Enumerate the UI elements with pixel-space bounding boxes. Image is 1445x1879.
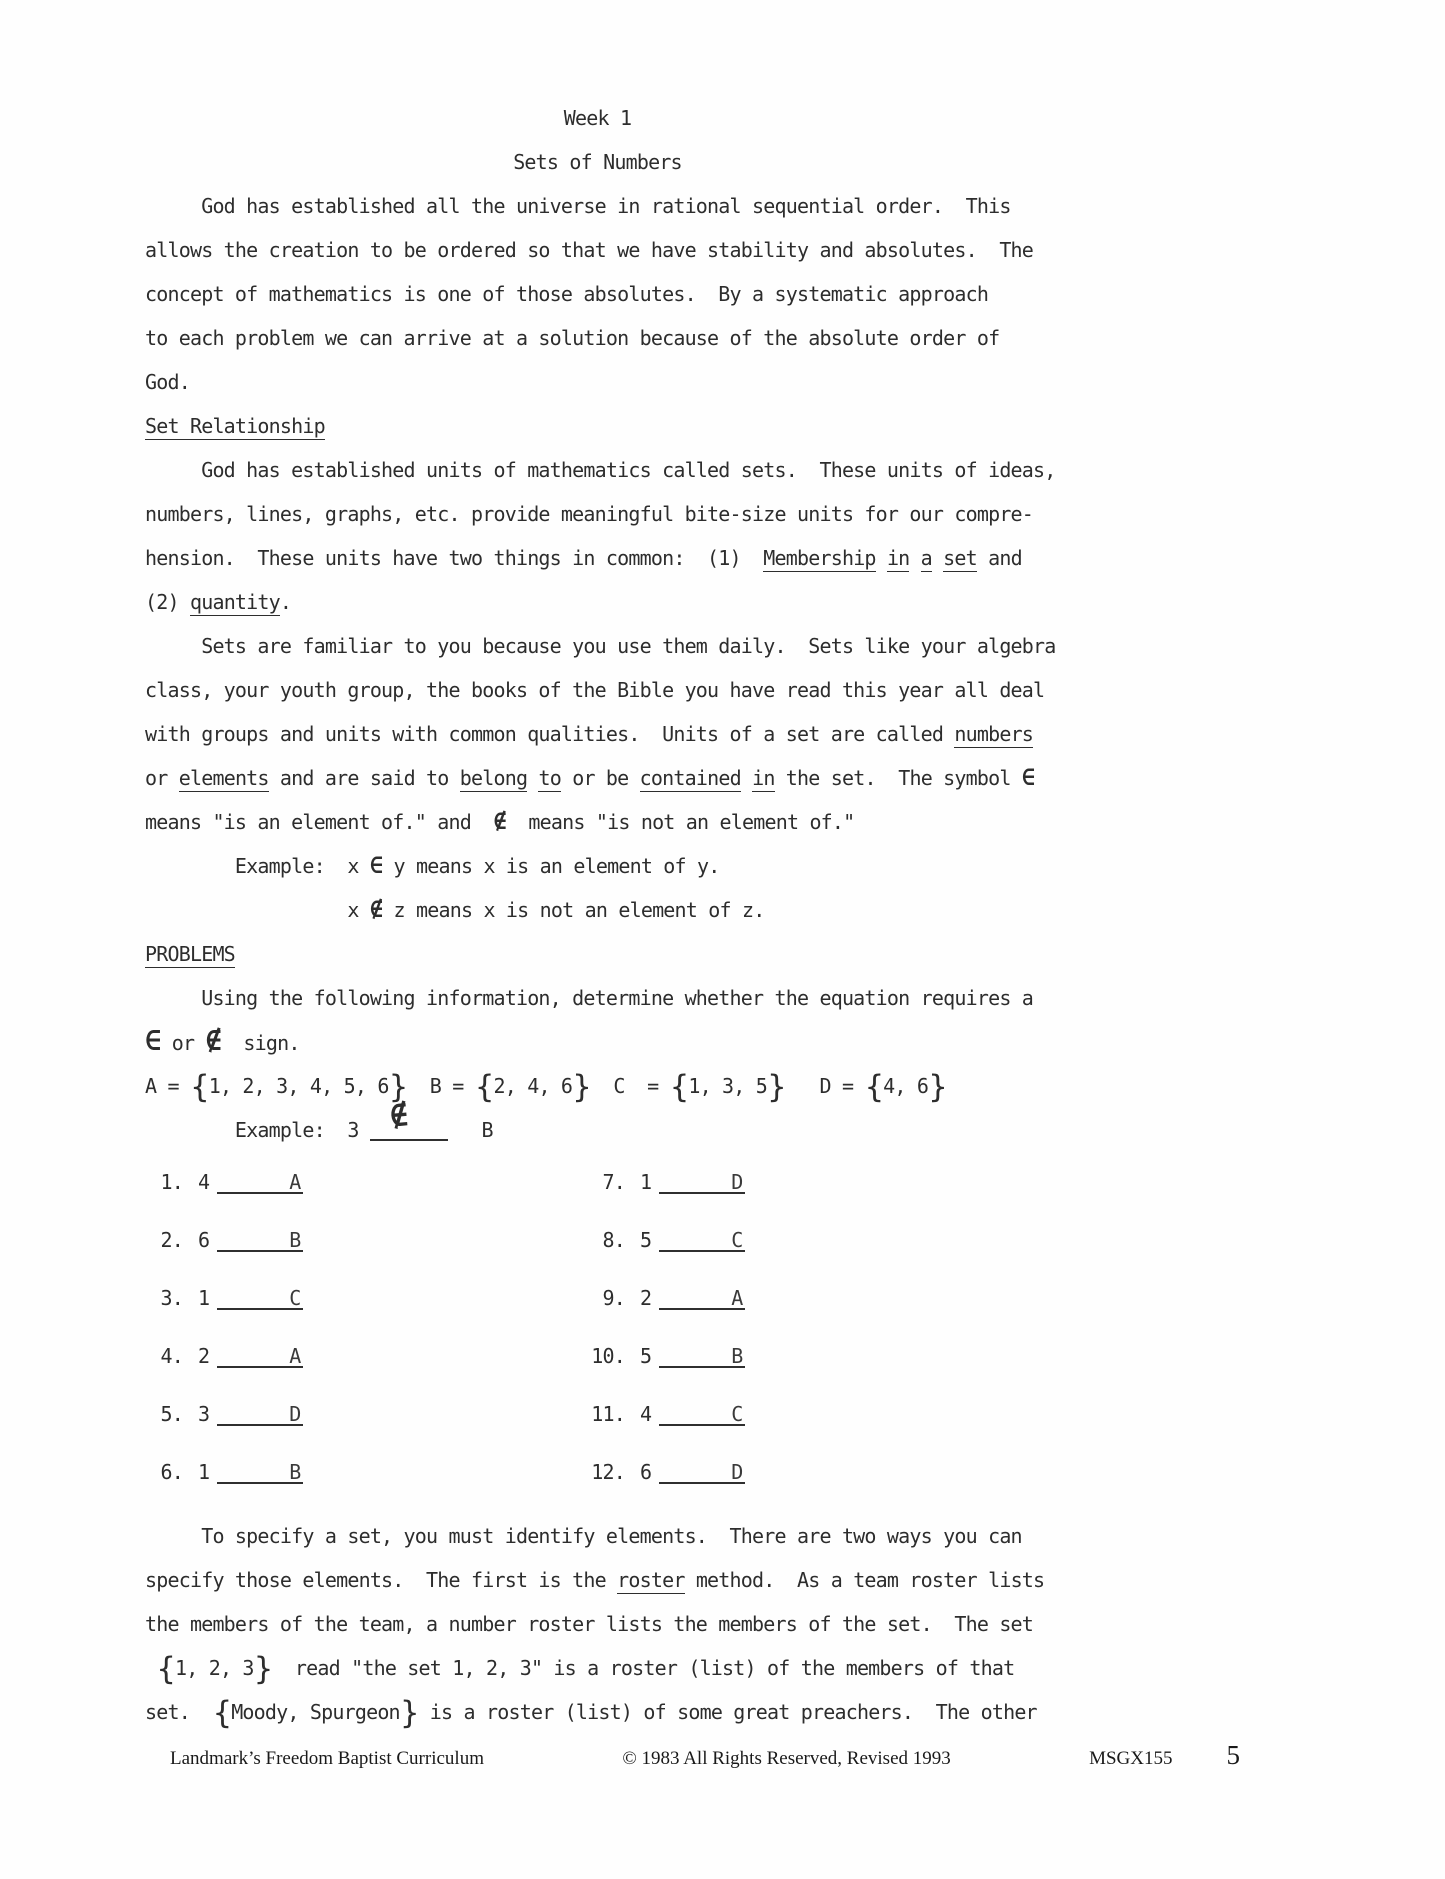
document-code: MSGX155 [1089,1748,1173,1769]
answer-blank [370,1098,448,1141]
problems-column-right [589,1160,743,1508]
problem-value: 6 [640,1460,652,1484]
answer-blank-line [217,1480,303,1484]
problem-row [589,1218,743,1276]
answer-blank-line [217,1190,303,1194]
text-line: x ∉ z means x is not an element of z. [145,898,765,923]
footer-right-group [1089,1740,1240,1771]
problem-number: 12. [591,1460,625,1484]
set-brace: } [388,1069,408,1105]
problem-number: 8. [602,1228,625,1252]
not-element-symbol: ∉ [493,810,506,835]
problem-number: 11. [591,1402,625,1426]
problem-number: 9. [602,1286,625,1310]
problem-value: 1 [640,1170,652,1194]
text-line: the members of the team, a number roster lists the members of the set. The set [145,1612,1034,1636]
problem-set-letter: D [289,1402,301,1426]
not-element-symbol: ∉ [388,1098,409,1135]
text-line: PROBLEMS [145,942,235,966]
problem-row [589,1334,743,1392]
set-brace: } [767,1069,786,1105]
answer-blank-line [659,1422,745,1426]
lesson-title: Sets of Numbers [513,150,682,174]
problem-row [147,1218,589,1276]
body-blocks-bottom [145,1514,1050,1734]
text-line: A = {1, 2, 3, 4, 5, 6} B = {2, 4, 6} C = {1, 3, 5} D = {4, 6} [145,1069,947,1105]
text-line: means "is an element of." and ∉ means "is not an element of." [145,810,855,835]
problem-number: 2. [160,1228,183,1252]
problem-set-letter: C [731,1228,743,1252]
copyright-notice: © 1983 All Rights Reserved, Revised 1993 [622,1748,951,1769]
text-line: Example: 3 ∉ B [145,1098,493,1142]
problem-number: 3. [160,1286,183,1310]
body-blocks-top [145,184,1056,1152]
problem-value: 4 [198,1170,210,1194]
text-line: {1, 2, 3} read "the set 1, 2, 3" is a roster (list) of the members of that [156,1651,1015,1687]
page-footer [170,1740,1240,1771]
problem-set-letter: C [289,1286,301,1310]
problem-value: 2 [640,1286,652,1310]
problem-number: 4. [160,1344,183,1368]
problem-set-letter: C [731,1402,743,1426]
problem-value: 2 [198,1344,210,1368]
sets-definition-line [145,1064,1050,1108]
answer-blank-line [217,1364,303,1368]
roster-paragraph [145,1514,1050,1734]
answer-blank-line [217,1248,303,1252]
intro-paragraph [145,184,1050,404]
text-line: hension. These units have two things in common: (1) Membership in a set and [145,546,1022,570]
problem-row [147,1392,589,1450]
problem-row [589,1160,743,1218]
document-content [145,96,1056,1734]
problem-number: 10. [591,1344,625,1368]
problem-set-letter: A [731,1286,743,1310]
set-relationship-heading [145,404,1050,448]
problem-row [589,1450,743,1508]
problem-row [589,1276,743,1334]
page-number: 5 [1226,1740,1240,1770]
element-symbol: ∈ [145,1026,161,1057]
text-line: ∈ or ∉ sign. [145,1026,300,1057]
text-line: allows the creation to be ordered so that we have stability and absolutes. The [145,238,1034,262]
answer-blank-line [217,1306,303,1310]
set-brace: } [253,1651,273,1687]
problem-number: 7. [602,1170,625,1194]
problem-number: 1. [160,1170,183,1194]
element-examples [145,844,1050,932]
answer-blank-line [659,1364,745,1368]
text-line: with groups and units with common qualities. Units of a set are called numbers [145,722,1034,746]
week-title: Week 1 [563,106,632,130]
text-line: Using the following information, determine whether the equation requires a [145,986,1034,1010]
problem-set-letter: A [289,1344,301,1368]
problem-row [147,1276,589,1334]
text-line: concept of mathematics is one of those absolutes. By a systematic approach [145,282,989,306]
publisher-name: Landmark’s Freedom Baptist Curriculum [170,1748,484,1769]
fill-example-line [145,1098,1050,1152]
text-line: Example: x ∈ y means x is an element of y. [145,854,720,879]
text-line: Sets are familiar to you because you use them daily. Sets like your algebra [145,634,1056,658]
problem-set-letter: B [289,1460,301,1484]
answer-blank-line [659,1306,745,1310]
not-element-symbol: ∉ [369,898,383,923]
element-symbol: ∈ [1021,766,1035,791]
problem-row [589,1392,743,1450]
problems-section [147,1160,1050,1508]
problem-number: 5. [160,1402,183,1426]
answer-blank-line [217,1422,303,1426]
set-brace: { [864,1069,884,1105]
problem-row [147,1160,589,1218]
problem-set-letter: D [731,1170,743,1194]
answer-blank-line [659,1248,745,1252]
text-line: or elements and are said to belong to or be contained in the set. The symbol ∈ [145,766,1035,791]
set-brace: } [572,1069,591,1105]
set-brace: { [189,1069,209,1105]
problem-set-letter: B [731,1344,743,1368]
text-line: God has established all the universe in rational sequential order. This [145,194,1011,218]
text-line: numbers, lines, graphs, etc. provide meaningful bite-size units for our compre- [145,502,1034,526]
text-line: specify those elements. The first is the roster method. As a team roster lists [145,1568,1045,1592]
sets-familiar-paragraph [145,624,1056,844]
problem-set-letter: A [289,1170,301,1194]
problem-value: 1 [198,1460,210,1484]
set-brace: { [212,1695,232,1731]
problem-row [147,1450,589,1508]
problem-row [147,1334,589,1392]
problem-value: 6 [198,1228,210,1252]
answer-blank-line [659,1480,745,1484]
problems-column-left [147,1160,589,1508]
problems-heading [145,932,1050,976]
set-brace: } [928,1069,947,1105]
problem-set-letter: B [289,1228,301,1252]
text-line: to each problem we can arrive at a solution because of the absolute order of [145,326,1000,350]
element-symbol: ∈ [369,854,383,879]
text-line: class, your youth group, the books of the Bible you have read this year all deal [145,678,1045,702]
not-element-symbol: ∉ [205,1026,221,1057]
problem-set-letter: D [731,1460,743,1484]
instructions-paragraph [145,976,1050,1064]
text-line: God. [145,370,190,394]
text-line: To specify a set, you must identify elements. There are two ways you can [145,1524,1022,1548]
text-line: set. {Moody, Spurgeon} is a roster (list) of some great preachers. The other [145,1695,1037,1731]
text-line: Set Relationship [145,414,325,438]
set-brace: { [474,1069,494,1105]
problem-value: 4 [640,1402,652,1426]
problem-value: 5 [640,1228,652,1252]
problem-value: 3 [198,1402,210,1426]
set-brace: { [156,1651,175,1687]
problem-value: 1 [198,1286,210,1310]
problem-number: 6. [160,1460,183,1484]
problem-value: 5 [640,1344,652,1368]
answer-blank-line [659,1190,745,1194]
set-brace: } [399,1695,419,1731]
text-line: (2) quantity. [145,590,292,614]
set-brace: { [669,1069,689,1105]
problems-grid [147,1160,1050,1508]
units-paragraph [145,448,1056,624]
text-line: God has established units of mathematics called sets. These units of ideas, [145,458,1056,482]
